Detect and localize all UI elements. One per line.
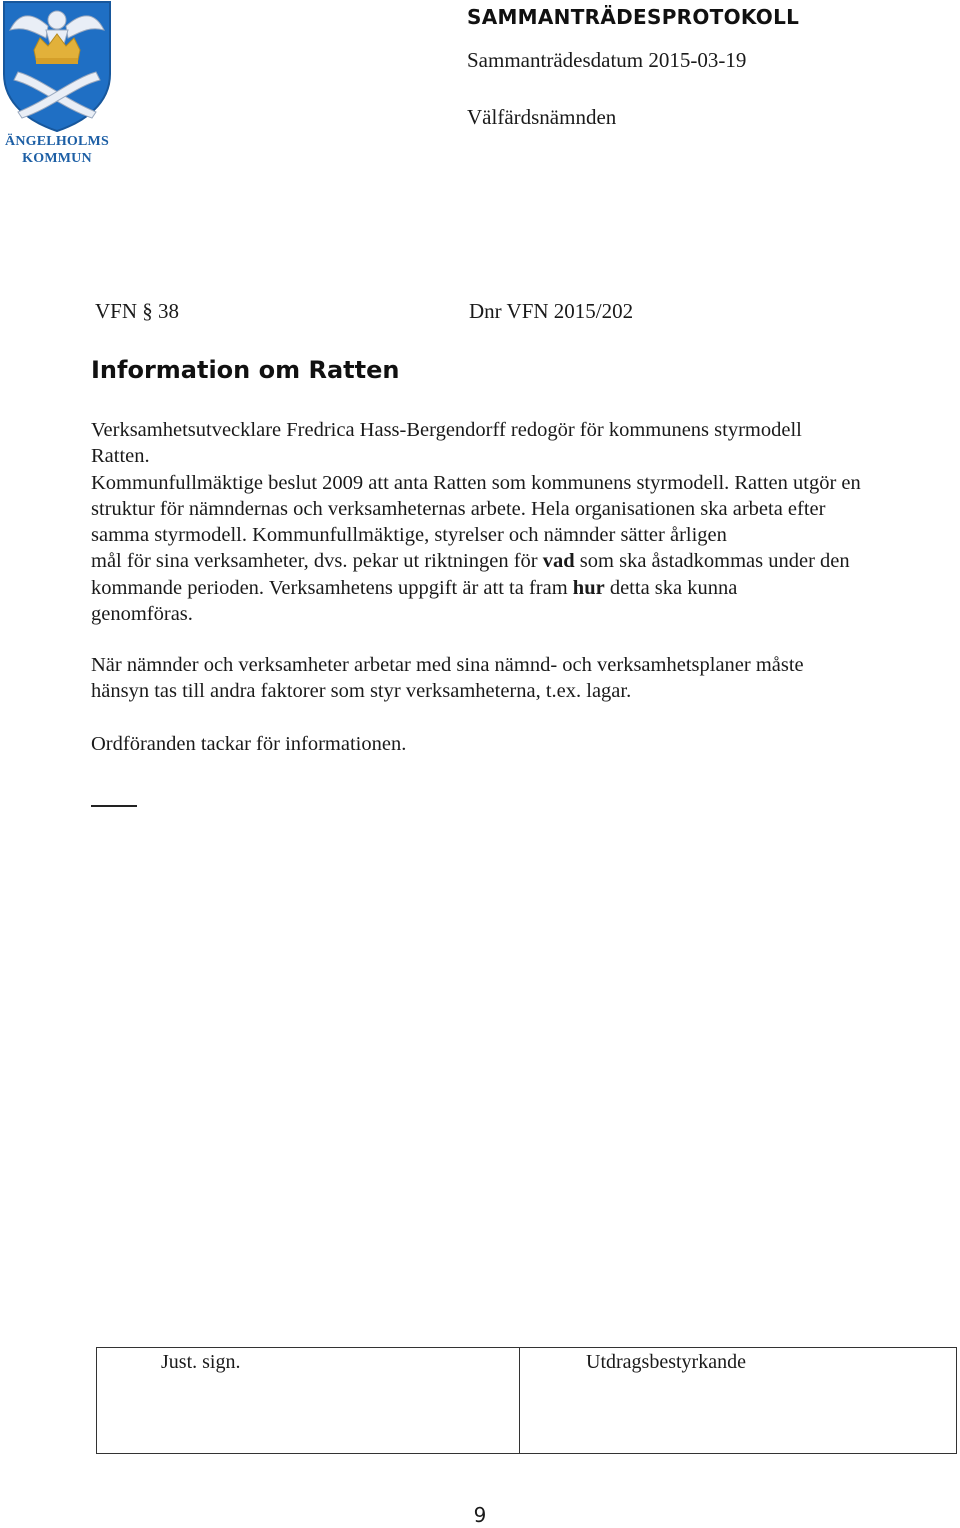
paragraph-reference: VFN § 38	[95, 299, 180, 323]
body-text-segment: Verksamhetsutvecklare Fredrica Hass-Bergendorff redogör för kommunens styrmodell Ratten. Kommunfullmäktige beslut 2009 att anta Ratten som kommunens styrmodell. Ratten utgör en struktur för nämndernas och verksamheternas arbete. Hela organisationen ska arbeta efter samma styrmodell. Kommunfullmäktige, styrelser och nämnder sätter årligen mål för sina verksamheter, dvs. pekar ut riktningen för	[91, 419, 861, 573]
just-sign-cell	[97, 1348, 520, 1453]
municipality-logo	[0, 0, 114, 172]
section-separator	[91, 805, 137, 807]
body-text-segment: detta ska kunna genomföras.	[91, 576, 738, 626]
dnr-reference: Dnr VFN 2015/202	[469, 299, 634, 323]
closing-statement: Ordföranden tackar för informationen.	[91, 733, 407, 755]
emphasis-what: vad	[542, 550, 575, 573]
logo-text-line2: KOMMUN	[22, 151, 92, 166]
body-paragraph-2: När nämnder och verksamheter arbetar med sina nämnd- och verksamhetsplaner måste hänsyn tas till andra faktorer som styr verksamheterna, t.ex. lagar.	[91, 654, 804, 703]
meeting-date: Sammanträdesdatum 2015-03-19	[467, 48, 747, 72]
body-text-segment: som ska åstadkommas under den kommande perioden. Verksamhetens uppgift är att ta fram	[91, 550, 850, 599]
document-type: SAMMANTRÄDESPROTOKOLL	[467, 5, 800, 29]
board-name: Välfärdsnämnden	[467, 105, 617, 129]
certification-label: Utdragsbestyrkande	[586, 1351, 746, 1373]
logo-text-line1: ÄNGELHOLMS	[5, 134, 109, 149]
certification-cell	[520, 1348, 956, 1453]
page-number: 9	[473, 1503, 487, 1527]
body-paragraph-1	[91, 417, 951, 627]
emphasis-how: hur	[572, 576, 605, 599]
coat-of-arms-icon	[0, 0, 114, 132]
signature-table	[96, 1347, 957, 1454]
just-sign-label: Just. sign.	[161, 1351, 241, 1373]
section-title: Information om Ratten	[91, 356, 400, 384]
